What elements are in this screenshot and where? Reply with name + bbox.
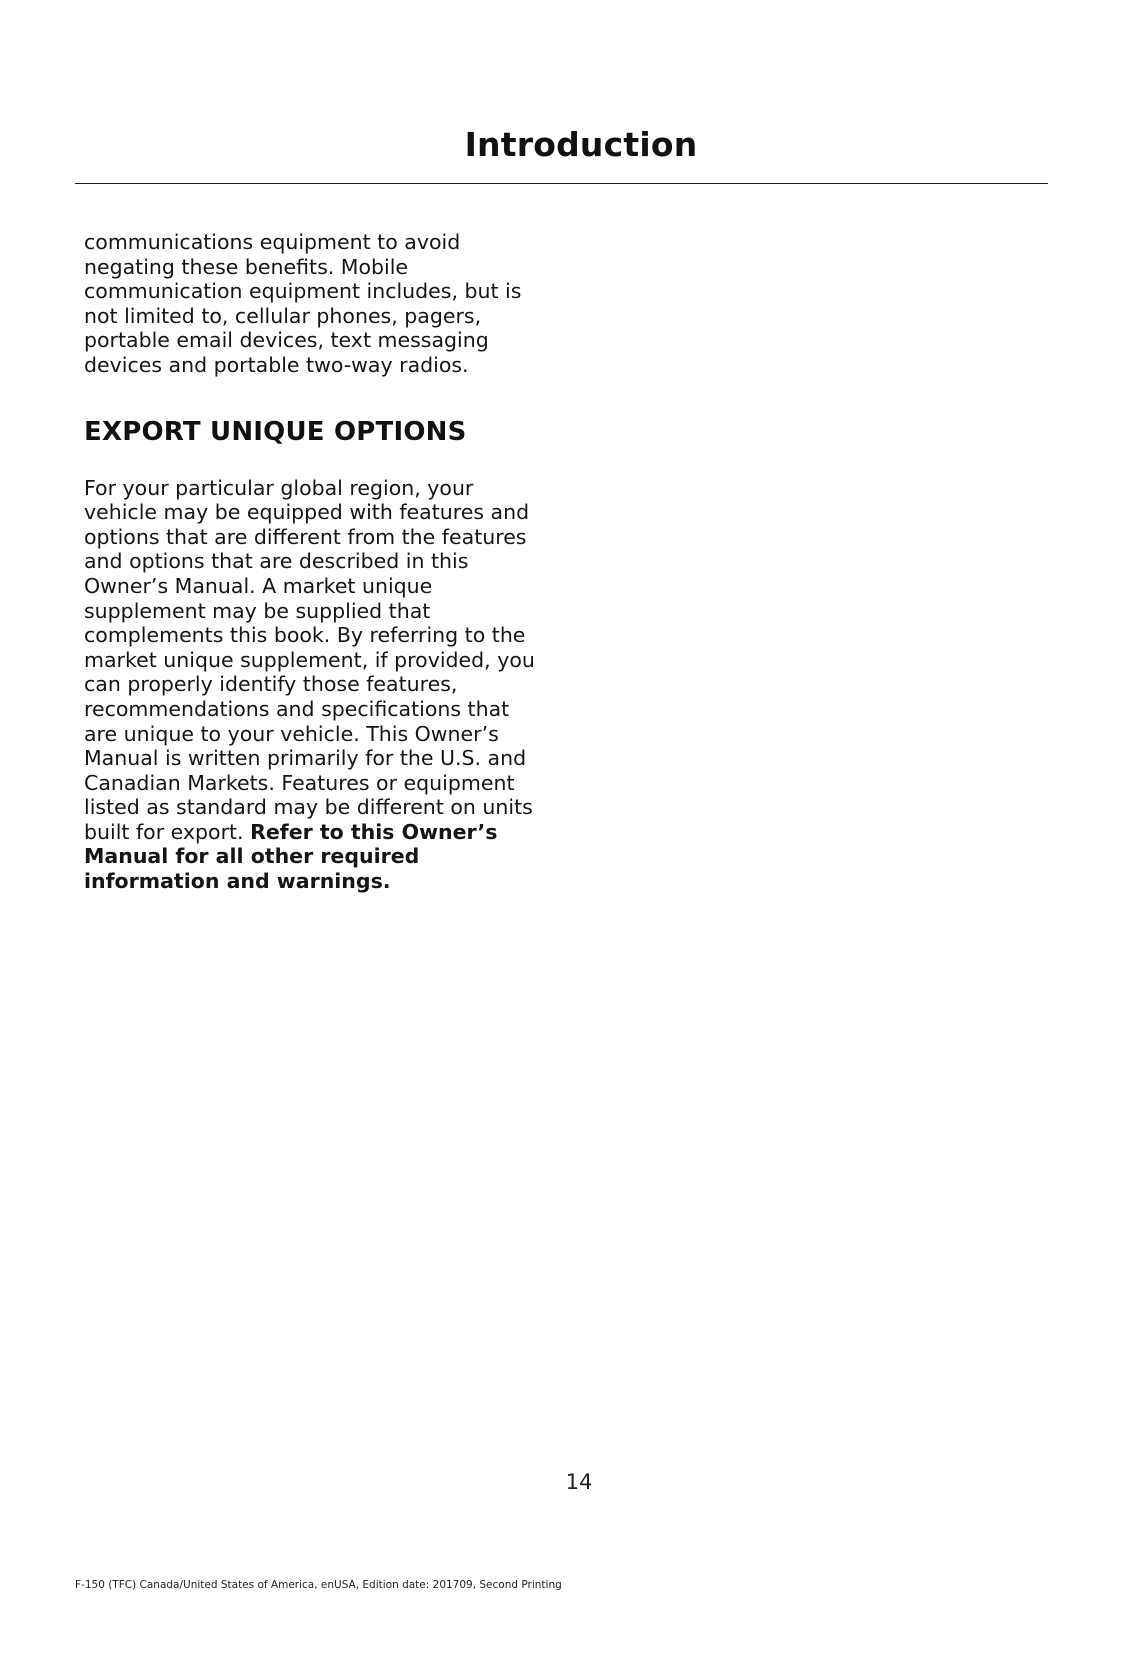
- content-column: [84, 230, 544, 894]
- title-divider: [75, 183, 1048, 184]
- export-options-text: For your particular global region, your vehicle may be equipped with features and options that are different from the features and options that are described in this Owner’s Manual. A market unique supplement may be supplied that complements this book. By referring to the market unique supplement, if provided, you can properly identify those features, recommendations and specifications that are unique to your vehicle. This Owner’s Manual is written primarily for the U.S. and Canadian Markets. Features or equipment listed as standard may be different on units built for export.: [84, 475, 535, 844]
- section-heading-export-unique-options: EXPORT UNIQUE OPTIONS: [84, 416, 467, 447]
- edition-footer: F-150 (TFC) Canada/United States of America, enUSA, Edition date: 201709, Second Printing: [75, 1579, 562, 1591]
- export-options-bold-note: Refer to this Owner’s Manual for all other required information and warnings.: [84, 819, 498, 894]
- page-title: Introduction: [464, 125, 698, 164]
- continued-paragraph: communications equipment to avoid negating these benefits. Mobile communication equipment includes, but is not limited to, cellular phones, pagers, portable email devices, text messaging devices and portable two-way radios.: [84, 230, 522, 377]
- page-number: 14: [565, 1470, 593, 1494]
- export-options-paragraph: [84, 476, 544, 894]
